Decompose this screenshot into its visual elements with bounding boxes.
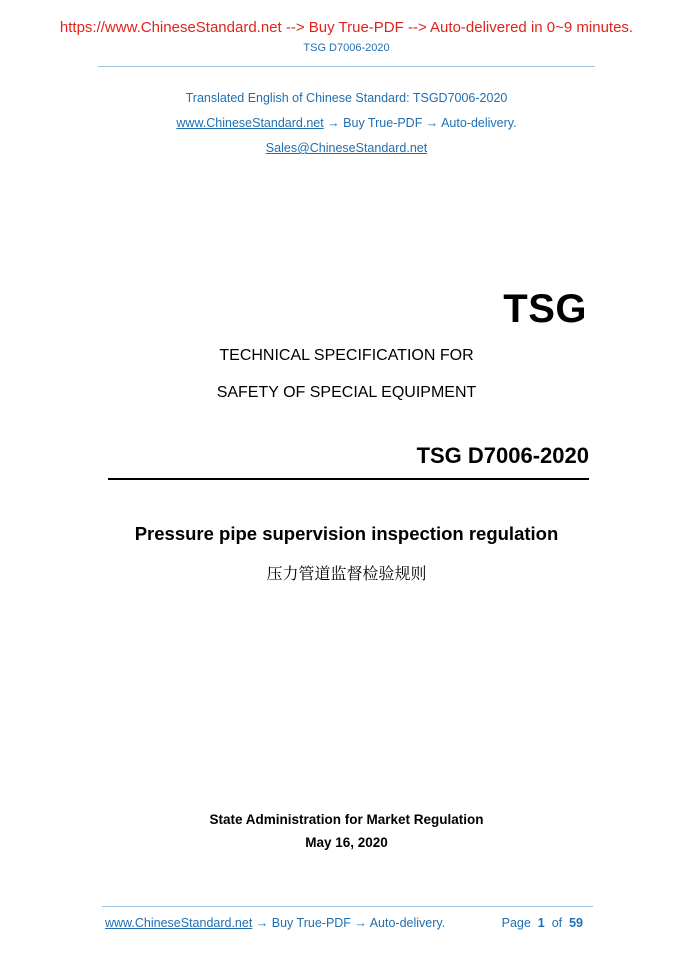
header-standard-code: TSG D7006-2020 [303, 42, 390, 54]
purchase-text: → Buy True-PDF → Auto-delivery. [323, 116, 517, 130]
issue-date: May 16, 2020 [305, 835, 388, 850]
site-link[interactable]: www.ChineseStandard.net [176, 116, 324, 130]
footer-site-link[interactable]: www.ChineseStandard.net [105, 916, 253, 930]
footer-purchase-text: → Buy True-PDF → Auto-delivery. [252, 916, 446, 930]
page-label: Page [501, 916, 531, 930]
header-divider [98, 66, 595, 67]
top-banner: https://www.ChineseStandard.net --> Buy True-PDF --> Auto-delivered in 0~9 minutes. [59, 19, 634, 36]
standard-code: TSG D7006-2020 [416, 443, 589, 468]
of-label: of [551, 916, 563, 930]
sales-email-link[interactable]: Sales@ChineseStandard.net [265, 141, 428, 155]
tsg-logo: TSG [503, 287, 587, 331]
footer-divider [102, 906, 593, 907]
spec-line-1: TECHNICAL SPECIFICATION FOR [219, 347, 474, 364]
page-indicator [502, 916, 583, 930]
translation-note: Translated English of Chinese Standard: TSGD7006-2020 [185, 91, 508, 105]
title-english: Pressure pipe supervision inspection regulation [134, 523, 559, 544]
issuer: State Administration for Market Regulation [209, 812, 484, 827]
page-total: 59 [569, 916, 583, 930]
code-underline [108, 478, 589, 480]
title-chinese: 压力管道监督检验规则 [266, 564, 427, 583]
email-line [0, 141, 693, 155]
purchase-line [0, 116, 693, 130]
page-number: 1 [537, 916, 545, 930]
footer-purchase-line [105, 916, 445, 930]
spec-line-2: SAFETY OF SPECIAL EQUIPMENT [216, 384, 477, 401]
